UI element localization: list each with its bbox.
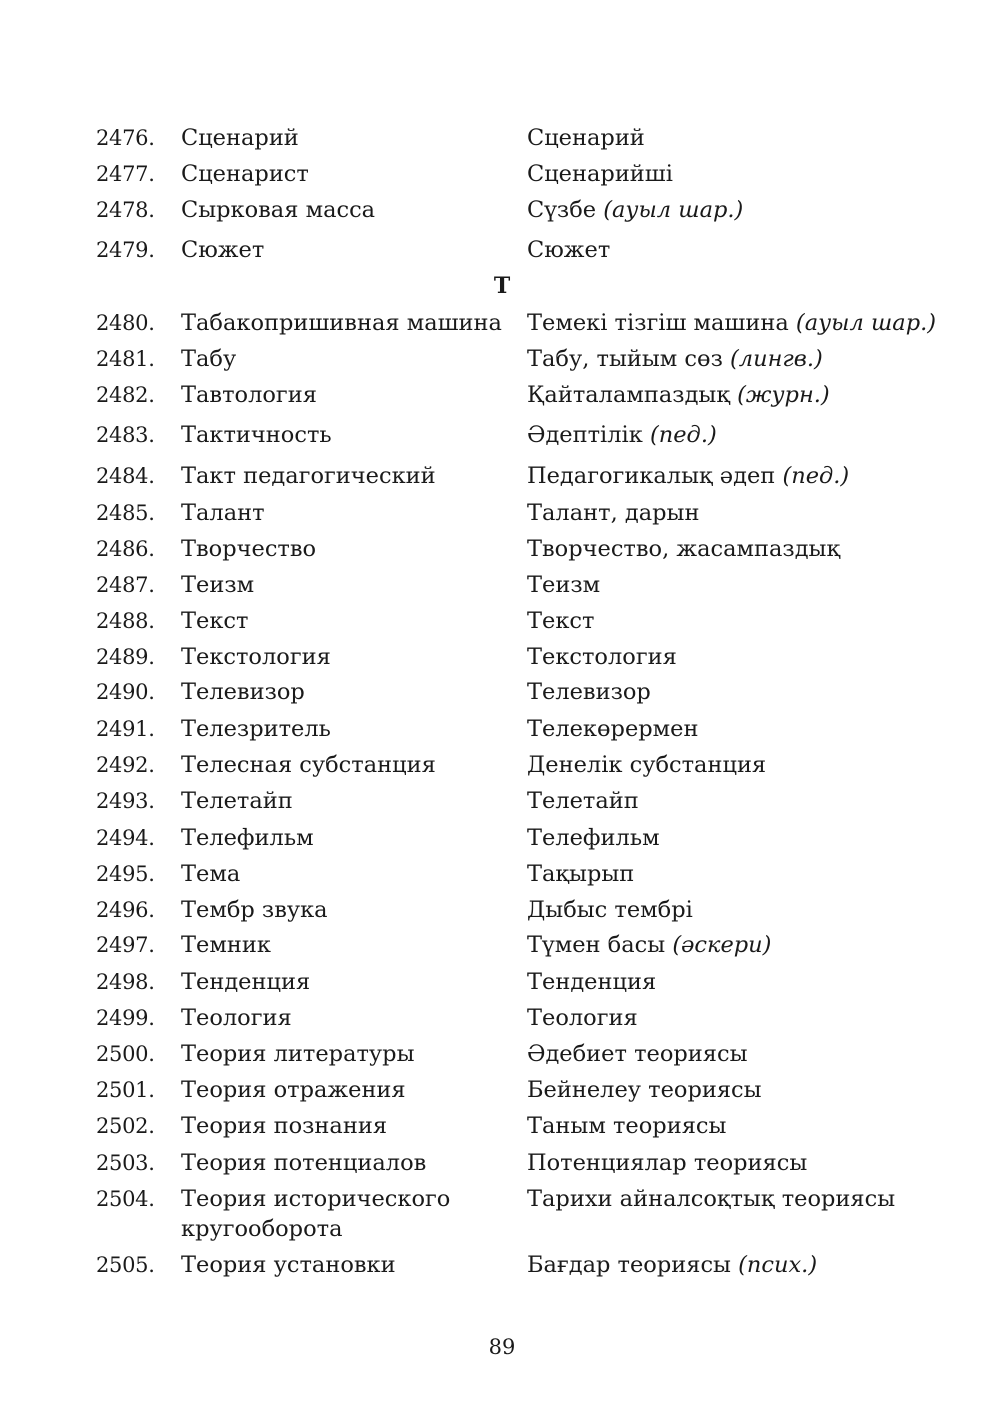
russian-term: Сюжет: [181, 237, 265, 263]
kazakh-term: Текстология: [527, 644, 677, 670]
subject-note: (ауыл шар.): [795, 310, 937, 336]
kazakh-term: Сюжет: [527, 237, 611, 263]
russian-term: Теология: [181, 1005, 292, 1031]
russian-term: Сырковая масса: [181, 197, 376, 223]
kazakh-term: Тарихи айналсоқтық теориясы: [527, 1186, 896, 1212]
russian-term: Табакопришивная машина: [181, 310, 502, 336]
kazakh-term: Денелік субстанция: [527, 752, 767, 778]
entry-number: 2483.: [96, 423, 155, 447]
kazakh-term: Телекөрермен: [527, 716, 699, 742]
entry-number: 2485.: [96, 501, 155, 525]
subject-note: (пед.): [649, 422, 717, 448]
kazakh-term: Түмен басы (әскери): [527, 932, 772, 958]
entry-number: 2505.: [96, 1253, 155, 1277]
kazakh-term: Потенциялар теориясы: [527, 1150, 808, 1176]
entry-number: 2501.: [96, 1078, 155, 1102]
russian-term: Теория отражения: [181, 1077, 406, 1103]
kazakh-term: Таным теориясы: [527, 1113, 727, 1139]
russian-term: Телефильм: [181, 825, 314, 851]
kazakh-term: Бейнелеу теориясы: [527, 1077, 762, 1103]
entry-number: 2500.: [96, 1042, 155, 1066]
entry-number: 2503.: [96, 1151, 155, 1175]
russian-term: Теория познания: [181, 1113, 388, 1139]
kazakh-term: Әдебиет теориясы: [527, 1041, 748, 1067]
entry-number: 2496.: [96, 898, 155, 922]
kazakh-term: Табу, тыйым сөз (лингв.): [527, 346, 823, 372]
entry-number: 2489.: [96, 645, 155, 669]
russian-term: Тактичность: [181, 422, 332, 448]
entry-number: 2484.: [96, 464, 155, 488]
entry-number: 2477.: [96, 162, 155, 186]
russian-term: Сценарист: [181, 161, 309, 187]
kazakh-term: Телефильм: [527, 825, 660, 851]
entry-number: 2494.: [96, 826, 155, 850]
kazakh-term: Тенденция: [527, 969, 657, 995]
russian-term: Телезритель: [181, 716, 331, 742]
entry-number: 2491.: [96, 717, 155, 741]
entry-number: 2479.: [96, 238, 155, 262]
russian-term-continuation: кругооборота: [181, 1216, 343, 1242]
russian-term: Телесная субстанция: [181, 752, 436, 778]
entry-number: 2487.: [96, 573, 155, 597]
russian-term: Такт педагогический: [181, 463, 436, 489]
russian-term: Тема: [181, 861, 241, 887]
entry-number: 2490.: [96, 680, 155, 704]
kazakh-term: Тақырып: [527, 861, 635, 887]
entry-number: 2478.: [96, 198, 155, 222]
entry-number: 2488.: [96, 609, 155, 633]
kazakh-term: Сценарий: [527, 125, 645, 151]
russian-term: Тенденция: [181, 969, 311, 995]
russian-term: Текстология: [181, 644, 331, 670]
entry-number: 2476.: [96, 126, 155, 150]
russian-term: Тавтология: [181, 382, 317, 408]
kazakh-term: Темекі тізгіш машина (ауыл шар.): [527, 310, 937, 336]
kazakh-term: Педагогикалық әдеп (пед.): [527, 463, 850, 489]
russian-term: Талант: [181, 500, 265, 526]
russian-term: Табу: [181, 346, 237, 372]
russian-term: Текст: [181, 608, 249, 634]
kazakh-term: Телевизор: [527, 679, 651, 705]
subject-note: (лингв.): [730, 346, 823, 372]
kazakh-term: Бағдар теориясы (псих.): [527, 1252, 818, 1278]
kazakh-term: Текст: [527, 608, 595, 634]
russian-term: Теория установки: [181, 1252, 396, 1278]
entry-number: 2498.: [96, 970, 155, 994]
russian-term: Телетайп: [181, 788, 293, 814]
entry-number: 2504.: [96, 1187, 155, 1211]
subject-note: (әскери): [672, 932, 772, 958]
kazakh-term: Сценарийші: [527, 161, 673, 187]
entry-number: 2499.: [96, 1006, 155, 1030]
russian-term: Творчество: [181, 536, 317, 562]
entry-number: 2481.: [96, 347, 155, 371]
kazakh-term: Телетайп: [527, 788, 639, 814]
kazakh-term: Әдептілік (пед.): [527, 422, 717, 448]
russian-term: Теизм: [181, 572, 255, 598]
subject-note: (псих.): [738, 1252, 818, 1278]
russian-term: Темник: [181, 932, 271, 958]
page-number: 89: [488, 1335, 516, 1359]
entry-number: 2495.: [96, 862, 155, 886]
kazakh-term: Дыбыс тембрі: [527, 897, 693, 923]
kazakh-term: Қайталампаздық (журн.): [527, 382, 830, 408]
entry-number: 2492.: [96, 753, 155, 777]
russian-term: Тембр звука: [181, 897, 328, 923]
russian-term: Теория исторического: [181, 1186, 451, 1212]
entry-number: 2486.: [96, 537, 155, 561]
entry-number: 2493.: [96, 789, 155, 813]
entry-number: 2482.: [96, 383, 155, 407]
russian-term: Сценарий: [181, 125, 299, 151]
subject-note: (журн.): [737, 382, 830, 408]
russian-term: Теория потенциалов: [181, 1150, 427, 1176]
kazakh-term: Талант, дарын: [527, 500, 700, 526]
russian-term: Телевизор: [181, 679, 305, 705]
section-letter-heading: Т: [493, 273, 511, 299]
kazakh-term: Теология: [527, 1005, 638, 1031]
kazakh-term: Творчество, жасампаздық: [527, 536, 841, 562]
kazakh-term: Сүзбе (ауыл шар.): [527, 197, 744, 223]
entry-number: 2480.: [96, 311, 155, 335]
kazakh-term: Теизм: [527, 572, 601, 598]
russian-term: Теория литературы: [181, 1041, 415, 1067]
subject-note: (пед.): [782, 463, 850, 489]
entry-number: 2502.: [96, 1114, 155, 1138]
entry-number: 2497.: [96, 933, 155, 957]
subject-note: (ауыл шар.): [603, 197, 744, 223]
